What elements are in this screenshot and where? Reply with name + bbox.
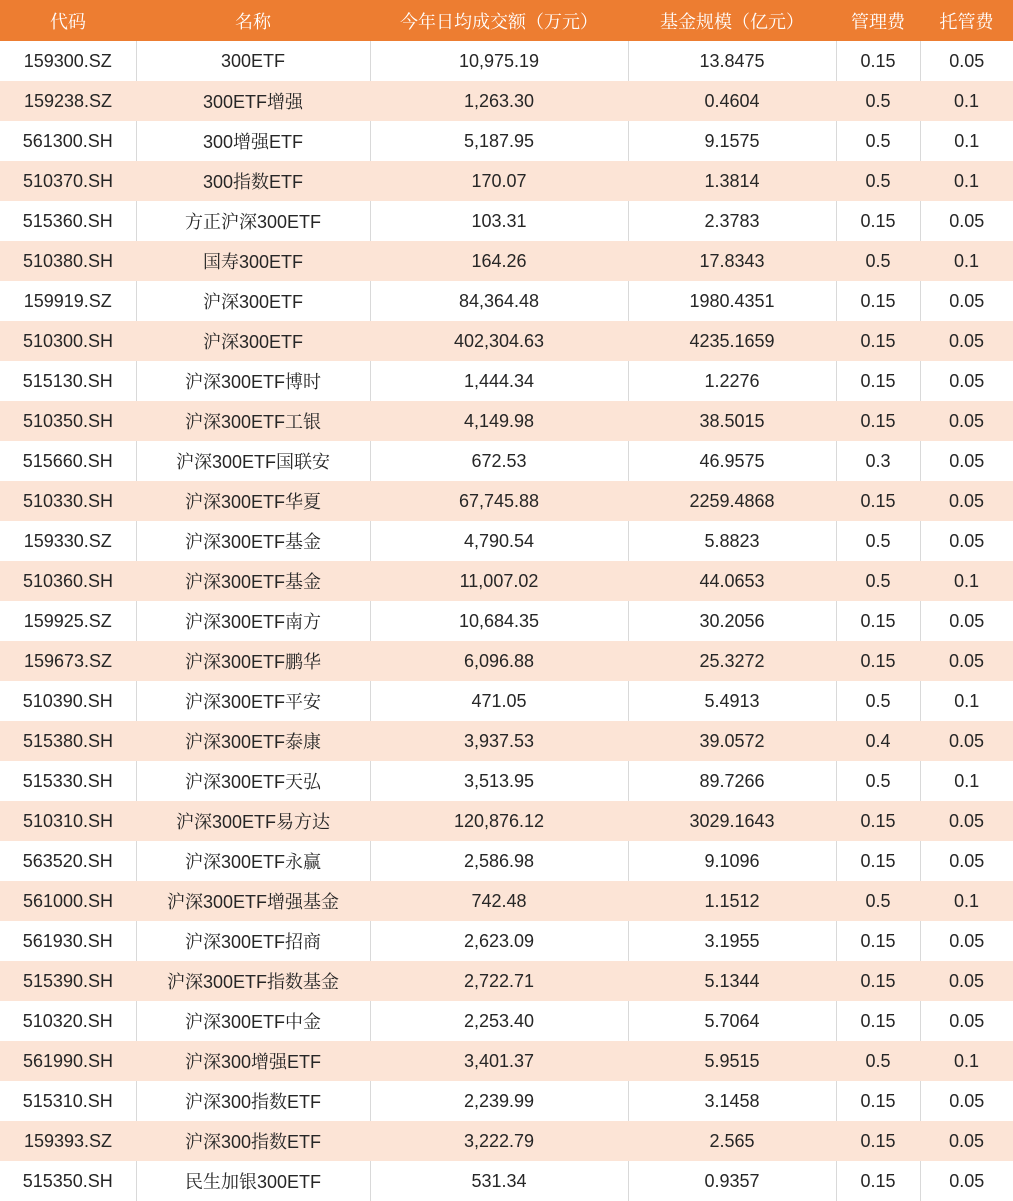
table-body (0, 41, 1013, 1201)
cell-name: 沪深300指数ETF (136, 1121, 370, 1161)
cell-custody-fee: 0.1 (920, 1041, 1013, 1081)
table-row (0, 281, 1013, 321)
table-header-row (0, 0, 1013, 41)
cell-avg-turnover: 84,364.48 (370, 281, 628, 321)
cell-custody-fee: 0.05 (920, 961, 1013, 1001)
cell-fund-size: 1.3814 (628, 161, 836, 201)
cell-fund-size: 9.1096 (628, 841, 836, 881)
table-row (0, 681, 1013, 721)
cell-name: 300ETF (136, 41, 370, 81)
cell-custody-fee: 0.1 (920, 681, 1013, 721)
cell-avg-turnover: 5,187.95 (370, 121, 628, 161)
cell-avg-turnover: 2,239.99 (370, 1081, 628, 1121)
cell-avg-turnover: 4,149.98 (370, 401, 628, 441)
cell-custody-fee: 0.1 (920, 561, 1013, 601)
cell-mgmt-fee: 0.5 (836, 561, 920, 601)
cell-custody-fee: 0.05 (920, 401, 1013, 441)
column-header-fund-size: 基金规模（亿元） (628, 0, 836, 41)
cell-avg-turnover: 10,975.19 (370, 41, 628, 81)
cell-name: 国寿300ETF (136, 241, 370, 281)
cell-code: 515380.SH (0, 721, 136, 761)
cell-mgmt-fee: 0.15 (836, 201, 920, 241)
cell-name: 沪深300指数ETF (136, 1081, 370, 1121)
table-row (0, 1081, 1013, 1121)
cell-mgmt-fee: 0.5 (836, 881, 920, 921)
cell-name: 沪深300ETF (136, 281, 370, 321)
cell-name: 沪深300ETF华夏 (136, 481, 370, 521)
cell-code: 159393.SZ (0, 1121, 136, 1161)
cell-custody-fee: 0.05 (920, 1081, 1013, 1121)
cell-avg-turnover: 2,623.09 (370, 921, 628, 961)
table-row (0, 1161, 1013, 1201)
cell-code: 510360.SH (0, 561, 136, 601)
cell-avg-turnover: 672.53 (370, 441, 628, 481)
cell-avg-turnover: 2,722.71 (370, 961, 628, 1001)
table-row (0, 441, 1013, 481)
cell-mgmt-fee: 0.15 (836, 1001, 920, 1041)
cell-fund-size: 5.4913 (628, 681, 836, 721)
cell-custody-fee: 0.05 (920, 361, 1013, 401)
table-row (0, 201, 1013, 241)
cell-mgmt-fee: 0.15 (836, 1121, 920, 1161)
cell-name: 300ETF增强 (136, 81, 370, 121)
cell-mgmt-fee: 0.5 (836, 81, 920, 121)
cell-name: 沪深300ETF泰康 (136, 721, 370, 761)
cell-fund-size: 13.8475 (628, 41, 836, 81)
cell-code: 510350.SH (0, 401, 136, 441)
cell-mgmt-fee: 0.5 (836, 1041, 920, 1081)
cell-fund-size: 2259.4868 (628, 481, 836, 521)
table-row (0, 801, 1013, 841)
cell-avg-turnover: 3,401.37 (370, 1041, 628, 1081)
cell-mgmt-fee: 0.4 (836, 721, 920, 761)
cell-mgmt-fee: 0.15 (836, 321, 920, 361)
table-row (0, 481, 1013, 521)
cell-name: 沪深300ETF增强基金 (136, 881, 370, 921)
cell-avg-turnover: 2,253.40 (370, 1001, 628, 1041)
cell-fund-size: 39.0572 (628, 721, 836, 761)
cell-name: 沪深300ETF永赢 (136, 841, 370, 881)
table-row (0, 121, 1013, 161)
cell-mgmt-fee: 0.15 (836, 841, 920, 881)
cell-code: 515350.SH (0, 1161, 136, 1201)
column-header-code: 代码 (0, 0, 136, 41)
cell-name: 沪深300ETF天弘 (136, 761, 370, 801)
cell-custody-fee: 0.05 (920, 481, 1013, 521)
cell-mgmt-fee: 0.15 (836, 921, 920, 961)
cell-code: 159673.SZ (0, 641, 136, 681)
cell-code: 561300.SH (0, 121, 136, 161)
cell-fund-size: 1.2276 (628, 361, 836, 401)
table-row (0, 1001, 1013, 1041)
table-row (0, 521, 1013, 561)
cell-custody-fee: 0.05 (920, 841, 1013, 881)
cell-code: 159300.SZ (0, 41, 136, 81)
cell-avg-turnover: 3,222.79 (370, 1121, 628, 1161)
cell-fund-size: 30.2056 (628, 601, 836, 641)
cell-avg-turnover: 1,444.34 (370, 361, 628, 401)
cell-mgmt-fee: 0.15 (836, 801, 920, 841)
cell-avg-turnover: 3,937.53 (370, 721, 628, 761)
cell-name: 沪深300ETF国联安 (136, 441, 370, 481)
cell-avg-turnover: 471.05 (370, 681, 628, 721)
cell-mgmt-fee: 0.5 (836, 161, 920, 201)
cell-name: 沪深300ETF鹏华 (136, 641, 370, 681)
cell-mgmt-fee: 0.15 (836, 641, 920, 681)
cell-name: 沪深300ETF招商 (136, 921, 370, 961)
cell-avg-turnover: 170.07 (370, 161, 628, 201)
cell-fund-size: 5.1344 (628, 961, 836, 1001)
cell-avg-turnover: 402,304.63 (370, 321, 628, 361)
cell-code: 510390.SH (0, 681, 136, 721)
table-row (0, 721, 1013, 761)
table-row (0, 601, 1013, 641)
table-row (0, 561, 1013, 601)
cell-code: 510380.SH (0, 241, 136, 281)
cell-avg-turnover: 10,684.35 (370, 601, 628, 641)
cell-fund-size: 5.7064 (628, 1001, 836, 1041)
cell-name: 沪深300ETF基金 (136, 521, 370, 561)
table-header (0, 0, 1013, 41)
cell-fund-size: 2.565 (628, 1121, 836, 1161)
cell-code: 515390.SH (0, 961, 136, 1001)
cell-fund-size: 0.4604 (628, 81, 836, 121)
cell-mgmt-fee: 0.15 (836, 401, 920, 441)
cell-name: 方正沪深300ETF (136, 201, 370, 241)
cell-code: 510330.SH (0, 481, 136, 521)
cell-code: 159919.SZ (0, 281, 136, 321)
cell-code: 159238.SZ (0, 81, 136, 121)
cell-fund-size: 46.9575 (628, 441, 836, 481)
cell-mgmt-fee: 0.5 (836, 761, 920, 801)
cell-custody-fee: 0.05 (920, 641, 1013, 681)
cell-code: 510370.SH (0, 161, 136, 201)
cell-avg-turnover: 164.26 (370, 241, 628, 281)
cell-code: 515130.SH (0, 361, 136, 401)
cell-name: 沪深300ETF易方达 (136, 801, 370, 841)
cell-custody-fee: 0.05 (920, 441, 1013, 481)
table-row (0, 401, 1013, 441)
cell-fund-size: 3.1458 (628, 1081, 836, 1121)
column-header-avg-turnover: 今年日均成交额（万元） (370, 0, 628, 41)
cell-mgmt-fee: 0.15 (836, 281, 920, 321)
cell-fund-size: 1.1512 (628, 881, 836, 921)
table-row (0, 361, 1013, 401)
table-row (0, 1121, 1013, 1161)
cell-avg-turnover: 742.48 (370, 881, 628, 921)
cell-code: 159925.SZ (0, 601, 136, 641)
cell-name: 沪深300ETF平安 (136, 681, 370, 721)
cell-code: 510310.SH (0, 801, 136, 841)
cell-code: 563520.SH (0, 841, 136, 881)
cell-mgmt-fee: 0.15 (836, 601, 920, 641)
cell-custody-fee: 0.05 (920, 601, 1013, 641)
cell-avg-turnover: 1,263.30 (370, 81, 628, 121)
cell-avg-turnover: 2,586.98 (370, 841, 628, 881)
cell-code: 515310.SH (0, 1081, 136, 1121)
cell-custody-fee: 0.1 (920, 241, 1013, 281)
cell-name: 300指数ETF (136, 161, 370, 201)
cell-mgmt-fee: 0.15 (836, 1161, 920, 1201)
cell-name: 民生加银300ETF (136, 1161, 370, 1201)
cell-custody-fee: 0.05 (920, 41, 1013, 81)
cell-fund-size: 3.1955 (628, 921, 836, 961)
cell-code: 515330.SH (0, 761, 136, 801)
table-row (0, 641, 1013, 681)
table-row (0, 41, 1013, 81)
cell-fund-size: 4235.1659 (628, 321, 836, 361)
table-row (0, 881, 1013, 921)
table-row (0, 761, 1013, 801)
cell-code: 515360.SH (0, 201, 136, 241)
cell-avg-turnover: 3,513.95 (370, 761, 628, 801)
cell-fund-size: 89.7266 (628, 761, 836, 801)
cell-fund-size: 5.9515 (628, 1041, 836, 1081)
table-row (0, 1041, 1013, 1081)
cell-custody-fee: 0.1 (920, 761, 1013, 801)
column-header-mgmt-fee: 管理费 (836, 0, 920, 41)
cell-mgmt-fee: 0.5 (836, 521, 920, 561)
cell-custody-fee: 0.1 (920, 881, 1013, 921)
cell-name: 沪深300ETF中金 (136, 1001, 370, 1041)
cell-name: 沪深300ETF南方 (136, 601, 370, 641)
cell-custody-fee: 0.05 (920, 921, 1013, 961)
cell-avg-turnover: 103.31 (370, 201, 628, 241)
cell-code: 561990.SH (0, 1041, 136, 1081)
cell-fund-size: 5.8823 (628, 521, 836, 561)
table-row (0, 161, 1013, 201)
table-row (0, 81, 1013, 121)
cell-mgmt-fee: 0.15 (836, 1081, 920, 1121)
cell-custody-fee: 0.05 (920, 1121, 1013, 1161)
cell-name: 沪深300ETF指数基金 (136, 961, 370, 1001)
cell-name: 沪深300ETF博时 (136, 361, 370, 401)
cell-custody-fee: 0.1 (920, 161, 1013, 201)
cell-custody-fee: 0.05 (920, 1161, 1013, 1201)
cell-mgmt-fee: 0.15 (836, 481, 920, 521)
cell-name: 300增强ETF (136, 121, 370, 161)
table-row (0, 321, 1013, 361)
cell-avg-turnover: 67,745.88 (370, 481, 628, 521)
cell-custody-fee: 0.05 (920, 521, 1013, 561)
column-header-name: 名称 (136, 0, 370, 41)
cell-name: 沪深300ETF基金 (136, 561, 370, 601)
cell-fund-size: 0.9357 (628, 1161, 836, 1201)
cell-avg-turnover: 120,876.12 (370, 801, 628, 841)
cell-custody-fee: 0.05 (920, 201, 1013, 241)
cell-mgmt-fee: 0.5 (836, 681, 920, 721)
cell-code: 561000.SH (0, 881, 136, 921)
cell-code: 515660.SH (0, 441, 136, 481)
cell-custody-fee: 0.05 (920, 801, 1013, 841)
cell-avg-turnover: 4,790.54 (370, 521, 628, 561)
cell-custody-fee: 0.1 (920, 81, 1013, 121)
cell-fund-size: 38.5015 (628, 401, 836, 441)
cell-mgmt-fee: 0.15 (836, 361, 920, 401)
cell-name: 沪深300ETF (136, 321, 370, 361)
cell-fund-size: 1980.4351 (628, 281, 836, 321)
table-row (0, 841, 1013, 881)
cell-fund-size: 17.8343 (628, 241, 836, 281)
cell-avg-turnover: 531.34 (370, 1161, 628, 1201)
table-row (0, 921, 1013, 961)
cell-code: 510300.SH (0, 321, 136, 361)
cell-fund-size: 2.3783 (628, 201, 836, 241)
cell-custody-fee: 0.05 (920, 281, 1013, 321)
cell-fund-size: 44.0653 (628, 561, 836, 601)
cell-mgmt-fee: 0.15 (836, 961, 920, 1001)
cell-avg-turnover: 11,007.02 (370, 561, 628, 601)
cell-fund-size: 3029.1643 (628, 801, 836, 841)
cell-mgmt-fee: 0.5 (836, 121, 920, 161)
table-row (0, 961, 1013, 1001)
cell-code: 510320.SH (0, 1001, 136, 1041)
cell-custody-fee: 0.05 (920, 721, 1013, 761)
cell-avg-turnover: 6,096.88 (370, 641, 628, 681)
cell-fund-size: 25.3272 (628, 641, 836, 681)
cell-mgmt-fee: 0.15 (836, 41, 920, 81)
column-header-custody-fee: 托管费 (920, 0, 1013, 41)
cell-mgmt-fee: 0.3 (836, 441, 920, 481)
table-row (0, 241, 1013, 281)
cell-mgmt-fee: 0.5 (836, 241, 920, 281)
cell-name: 沪深300ETF工银 (136, 401, 370, 441)
cell-fund-size: 9.1575 (628, 121, 836, 161)
cell-custody-fee: 0.1 (920, 121, 1013, 161)
cell-name: 沪深300增强ETF (136, 1041, 370, 1081)
cell-code: 561930.SH (0, 921, 136, 961)
cell-custody-fee: 0.05 (920, 321, 1013, 361)
cell-custody-fee: 0.05 (920, 1001, 1013, 1041)
cell-code: 159330.SZ (0, 521, 136, 561)
